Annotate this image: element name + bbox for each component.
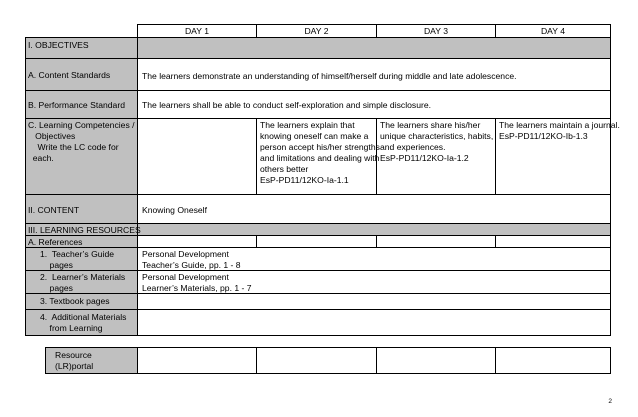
textbook-label-cell xyxy=(25,293,138,310)
performance-standard-text: The learners shall be able to conduct self-exploration and simple disclosure. xyxy=(142,100,432,110)
content-label: II. CONTENT xyxy=(28,205,80,215)
competency-day3-cell xyxy=(376,118,496,195)
day2-competency-text: The learners explain that knowing oneself can make a person accept his/her strengths and limitations and dealing with others better EsP-PD11/12KO-Ia-1.1 xyxy=(260,120,380,185)
teachers-guide-value: Personal Development Teacher’s Guide, pp. 1 - 8 xyxy=(142,249,241,270)
header-day1-cell xyxy=(137,24,257,38)
objectives-title: I. OBJECTIVES xyxy=(28,40,89,50)
header-day3: DAY 3 xyxy=(423,26,449,36)
lr-portal-day1-cell xyxy=(137,347,257,374)
header-day2-cell xyxy=(256,24,377,38)
competency-day4-cell xyxy=(495,118,620,195)
page-number: 2 xyxy=(608,398,612,405)
day3-competency-text: The learners share his/her unique characteristics, habits, and experiences. EsP-PD11/12KO-Ia-1.2 xyxy=(380,120,494,163)
resources-title: III. LEARNING RESOURCES xyxy=(28,225,141,235)
competencies-label-cell xyxy=(25,118,138,195)
learners-materials-label: 2. Learner’s Materials pages xyxy=(40,272,126,293)
header-day4: DAY 4 xyxy=(540,26,566,36)
lr-portal-day3-cell xyxy=(376,347,496,374)
content-value: Knowing Oneself xyxy=(142,205,207,215)
textbook-label: 3. Textbook pages xyxy=(40,296,110,306)
competency-day1-cell xyxy=(137,118,257,195)
header-day1: DAY 1 xyxy=(184,26,210,36)
header-day4-cell xyxy=(495,24,611,38)
competency-day2-cell xyxy=(256,118,380,195)
lr-portal-label-cell xyxy=(45,347,138,374)
content-value-cell xyxy=(137,194,611,224)
references-label: A. References xyxy=(28,237,83,247)
learners-materials-value: Personal Development Learner’s Materials, pp. 1 - 7 xyxy=(142,272,252,293)
additional-label: 4. Additional Materials from Learning xyxy=(40,312,127,333)
content-standards-label: A. Content Standards xyxy=(28,70,111,80)
content-standards-value-cell xyxy=(137,58,611,91)
content-standards-label-cell xyxy=(25,58,138,91)
content-label-cell xyxy=(25,194,138,224)
header-day3-cell xyxy=(376,24,496,38)
lr-portal-label: Resource (LR)portal xyxy=(55,350,94,371)
teachers-guide-label: 1. Teacher’s Guide pages xyxy=(40,249,115,270)
learners-materials-label-cell xyxy=(25,270,138,294)
content-standards-text: The learners demonstrate an understanding of himself/herself during middle and late adolescence. xyxy=(142,71,517,81)
lr-portal-day2-cell xyxy=(256,347,377,374)
additional-value-cell xyxy=(137,309,611,336)
header-day2: DAY 2 xyxy=(304,26,329,36)
textbook-value-cell xyxy=(137,293,611,310)
objectives-label-cell xyxy=(25,37,138,59)
performance-standard-value-cell xyxy=(137,90,611,119)
learners-materials-value-cell xyxy=(137,270,611,294)
performance-standard-label: B. Performance Standard xyxy=(28,100,125,110)
day4-competency-text: The learners maintain a journal. EsP-PD11/12KO-Ib-1.3 xyxy=(499,120,620,141)
teachers-guide-value-cell xyxy=(137,247,611,271)
teachers-guide-label-cell xyxy=(25,247,138,271)
performance-standard-label-cell xyxy=(25,90,138,119)
lr-portal-day4-cell xyxy=(495,347,611,374)
additional-label-cell xyxy=(25,309,138,336)
competencies-label: C. Learning Competencies / Objectives Write the LC code for each. xyxy=(28,120,135,163)
